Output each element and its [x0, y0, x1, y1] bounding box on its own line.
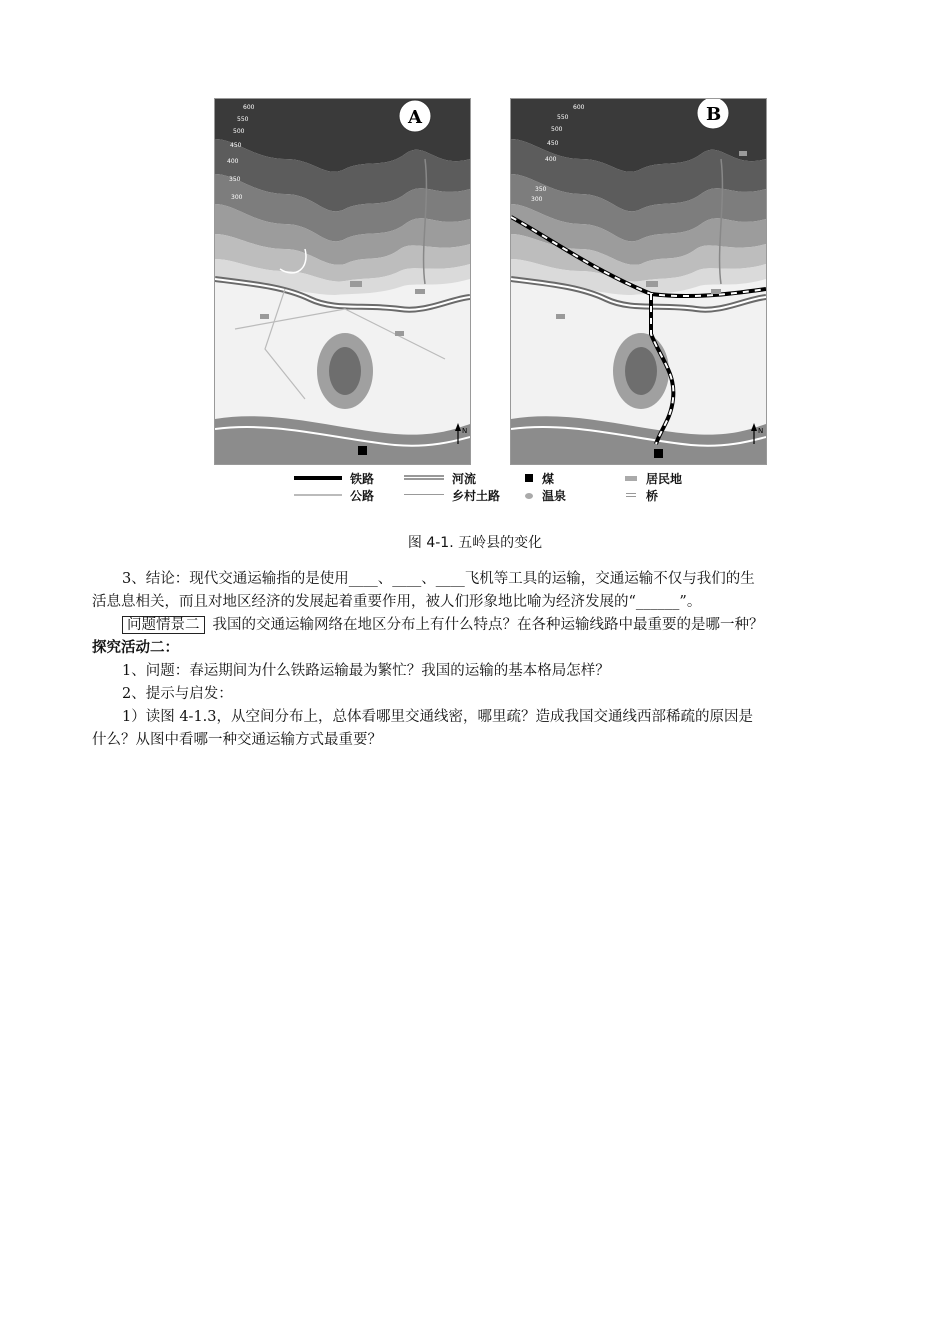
map-b: [510, 98, 767, 465]
settlement-symbol-icon: [624, 474, 638, 482]
map-a-label: A: [408, 107, 422, 128]
legend-settlement: [624, 470, 682, 486]
contour-label: 400: [227, 158, 239, 165]
contour-label: 550: [237, 116, 249, 123]
map-a-graphic: [215, 99, 470, 464]
map-a: [214, 98, 471, 465]
map-b-graphic: [511, 99, 766, 464]
legend-label: 河流: [452, 471, 477, 486]
scenario-text: 我国的交通运输网络在地区分布上有什么特点？在各种运输线路中最重要的是哪一种？: [212, 617, 764, 633]
legend-label: 乡村土路: [452, 488, 501, 503]
contour-label: 300: [231, 194, 243, 201]
contour-label: 350: [535, 186, 547, 193]
coal-symbol-icon: [524, 473, 534, 483]
hint-title: 2、提示与启发：: [122, 686, 233, 702]
contour-label: 600: [573, 104, 585, 111]
contour-label: 400: [545, 156, 557, 163]
contour-label: 500: [233, 128, 245, 135]
contour-label: 350: [229, 176, 241, 183]
conclusion-line-2: 活息息相关，而且对地区经济的发展起着重要作用，被人们形象地比喻为经济发展的“______”。: [92, 594, 702, 610]
legend-river: [404, 470, 476, 486]
legend-label: 铁路: [350, 471, 375, 486]
hot-spring-symbol-icon: [524, 490, 534, 500]
figure-caption: 图 4-1. 五岭县的变化: [407, 535, 543, 551]
north-arrow-label: N: [462, 427, 468, 435]
river-symbol-icon: [404, 474, 444, 482]
contour-label: 300: [531, 196, 543, 203]
legend-rural-road: [404, 487, 500, 503]
scenario-label: 问题情景二: [122, 616, 205, 634]
railway-symbol-icon: [294, 475, 342, 481]
bridge-symbol-icon: [624, 491, 638, 499]
question: 1、问题：春运期间为什么铁路运输最为繁忙？我国的运输的基本格局怎样？: [122, 663, 610, 679]
legend-label: 桥: [646, 488, 659, 503]
legend-highway: [294, 487, 374, 503]
contour-label: 550: [557, 114, 569, 121]
legend-bridge: [624, 487, 658, 503]
body-text: [92, 568, 862, 752]
legend-label: 公路: [350, 488, 375, 503]
legend-label: 煤: [542, 471, 555, 486]
scenario-paragraph: [92, 614, 862, 637]
activity-title: 探究活动二：: [92, 640, 179, 656]
legend-hot-spring: [524, 487, 566, 503]
map-legend: [294, 470, 764, 506]
contour-label: 450: [547, 140, 559, 147]
conclusion-line-1: 3、结论：现代交通运输指的是使用____、____、____飞机等工具的运输，交通运输不仅与我们的生: [122, 571, 755, 587]
north-arrow-label: N: [758, 427, 764, 435]
legend-label: 温泉: [542, 488, 567, 503]
highway-symbol-icon: [294, 492, 342, 498]
figure-wuling-county: [214, 98, 770, 508]
legend-label: 居民地: [646, 471, 683, 486]
contour-label: 600: [243, 104, 255, 111]
legend-coal: [524, 470, 554, 486]
map-b-label: B: [706, 104, 722, 125]
hint-line-2: 什么？从图中看哪一种交通运输方式最重要？: [92, 732, 382, 748]
hint-line-1: 1）读图 4-1.3，从空间分布上，总体看哪里交通线密，哪里疏？造成我国交通线西部稀疏的原因是: [122, 709, 754, 725]
contour-label: 500: [551, 126, 563, 133]
rural-road-symbol-icon: [404, 492, 444, 498]
contour-label: 450: [230, 142, 242, 149]
legend-railway: [294, 470, 374, 486]
